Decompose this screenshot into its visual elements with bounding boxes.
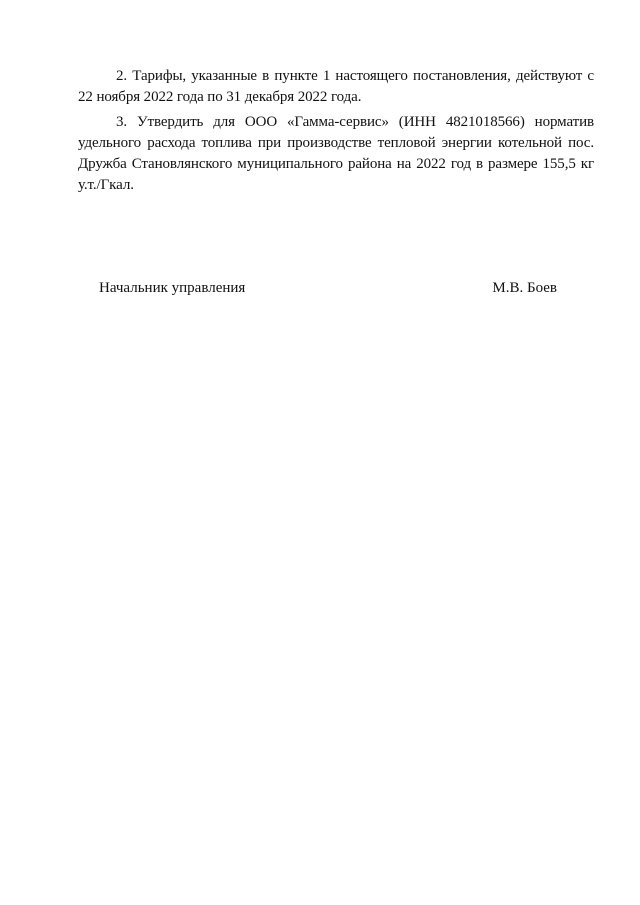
paragraph-tariffs-validity: 2. Тарифы, указанные в пункте 1 настоящего постановления, действуют с 22 ноября 2022 года по 31 декабря 2022 года. [78,68,594,105]
signatory-position: Начальник управления [99,280,246,296]
signature-block [99,278,557,299]
signatory-name: М.В. Боев [492,280,557,296]
document-body [78,66,594,200]
paragraph-fuel-norm-approval: 3. Утвердить для ООО «Гамма-сервис» (ИНН 4821018566) норматив удельного расхода топлива при производстве тепловой энергии котельной пос. Дружба Становлянского муниципального района на 2022 год в размере 155,5 кг у.т./Гкал. [78,114,594,193]
